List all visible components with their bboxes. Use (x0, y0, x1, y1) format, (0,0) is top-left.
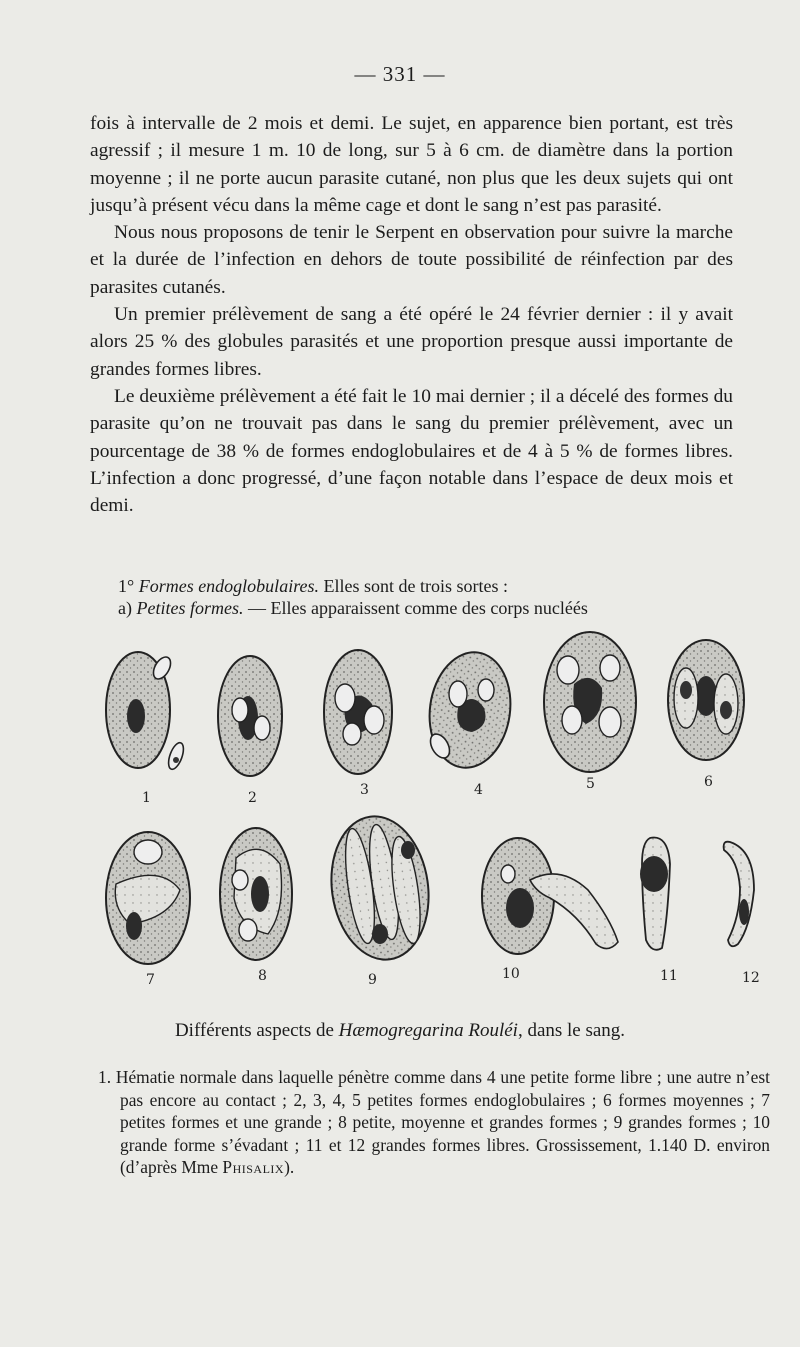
legend-end: ). (284, 1157, 295, 1178)
cell-4-drawing (422, 647, 517, 773)
page-number: — 331 — (354, 62, 446, 86)
fig-num-11: 11 (660, 968, 678, 984)
subsection-title: Petites formes. (136, 598, 244, 618)
cell-8-drawing (220, 828, 292, 960)
section-heading-2 (118, 596, 761, 620)
fig-num-7: 7 (146, 972, 155, 988)
figure-drawing (90, 628, 780, 1008)
cell-12-drawing (724, 842, 754, 947)
figure-legend (98, 1066, 770, 1179)
legend-text (98, 1066, 770, 1179)
section-number: 1° (118, 576, 135, 596)
paragraph-3: Un premier prélèvement de sang a été opéré le 24 février dernier : il y avait alors 25 % des globules parasités et une proportion presque aussi importante de grandes formes libres. (90, 304, 733, 380)
cell-9-drawing (322, 810, 437, 966)
fig-num-3: 3 (360, 782, 369, 798)
cell-10-drawing (482, 838, 618, 954)
cell-5-drawing (544, 632, 636, 772)
section-text: Elles sont de trois sortes : (323, 576, 509, 596)
subsection-text: — Elles apparaissent comme des corps nucléés (247, 598, 588, 618)
legend-author-title: Mme (181, 1157, 219, 1178)
caption-suffix: , dans le sang. (517, 1020, 626, 1041)
cell-6-drawing (668, 640, 744, 760)
subsection-letter: a) (118, 598, 132, 618)
section-heading-1 (118, 574, 761, 598)
cell-3-drawing (324, 650, 392, 774)
cell-11-drawing (640, 838, 670, 950)
cell-1-drawing (106, 652, 186, 771)
legend-author-name: Phisalix (222, 1157, 285, 1178)
figure-caption (0, 1020, 800, 1042)
fig-num-6: 6 (704, 774, 713, 790)
paragraph-4: Le deuxième prélèvement a été fait le 10 mai dernier ; il a décelé des formes du parasite qu’on ne trouvait pas dans le sang du premier prélèvement, avec un pourcentage de 38 % de formes endoglobulaires et de 4 à 5 % de formes libres. L’infection a donc progressé, d’une façon notable dans l’espace de deux mois et demi. (90, 385, 733, 517)
caption-species: Hæmogregarina Rouléi (338, 1020, 518, 1041)
fig-num-12: 12 (742, 970, 760, 986)
fig-num-10: 10 (502, 966, 520, 982)
cell-7-drawing (106, 832, 190, 964)
fig-num-8: 8 (258, 968, 267, 984)
paragraph-2: Nous nous proposons de tenir le Serpent en observation pour suivre la marche et la durée de l’infection en dehors de toute possibilité de réinfection par des parasites cutanés. (90, 222, 733, 298)
fig-num-9: 9 (368, 972, 377, 988)
fig-num-2: 2 (248, 790, 257, 806)
fig-num-1: 1 (142, 790, 151, 806)
fig-num-5: 5 (586, 776, 595, 792)
cell-2-drawing (218, 656, 282, 776)
section-title: Formes endoglobulaires. (138, 576, 320, 596)
body-text (90, 110, 733, 519)
caption-prefix: Différents aspects de (174, 1020, 339, 1041)
legend-body: 1. Hématie normale dans laquelle pénètre comme dans 4 une petite forme libre ; une autre n’est pas encore au contact ; 2, 3, 4, 5 petites formes endoglobulaires ; 6 formes moyennes ; 7 petites formes et une grande ; 8 petite, moyenne et grandes formes ; 9 grandes formes ; 10 grande forme s’évadant ; 11 et 12 grandes formes libres. Grossissement, 1.140 D. environ (d’après (98, 1067, 770, 1178)
figure-blood-cells (90, 628, 780, 1008)
fig-num-4: 4 (474, 782, 483, 798)
paragraph-1: fois à intervalle de 2 mois et demi. Le sujet, en apparence bien portant, est très agressif ; il mesure 1 m. 10 de long, sur 5 à 6 cm. de diamètre dans la portion moyenne ; il ne porte aucun parasite cutané, non plus que les deux sujets qui ont jusqu’à présent vécu dans la même cage et dont le sang n’est pas parasité. (90, 113, 733, 216)
